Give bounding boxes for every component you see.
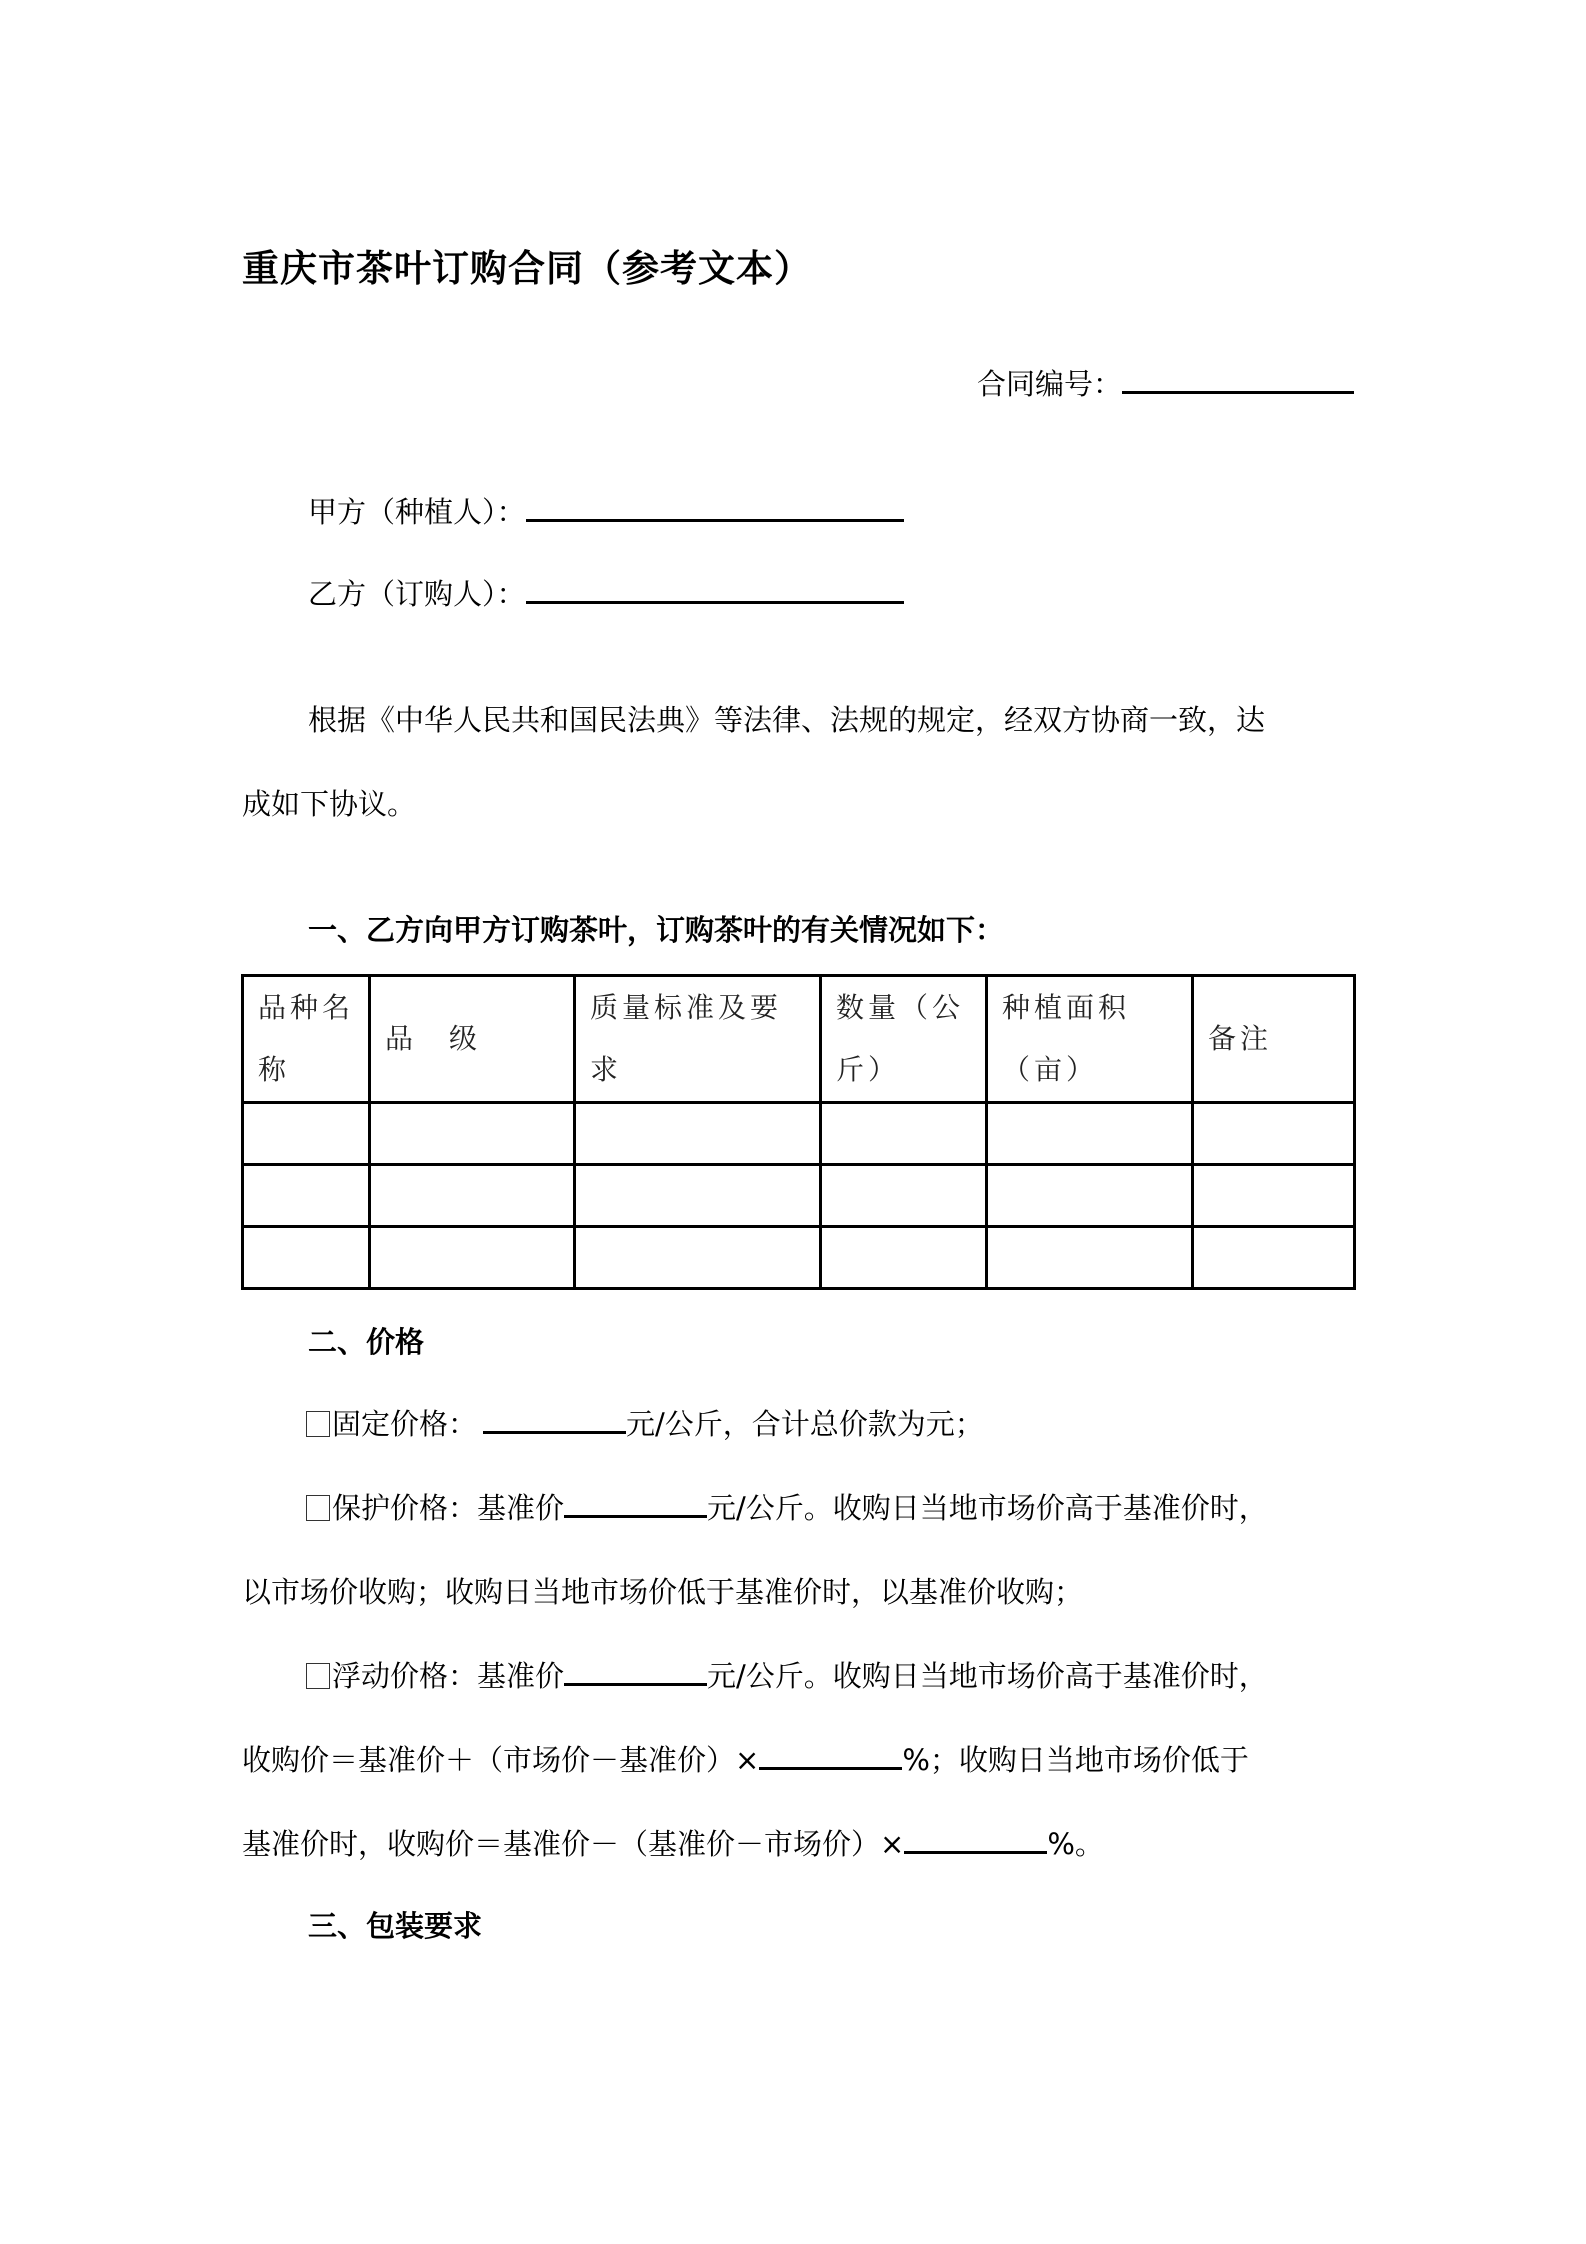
party-b-blank[interactable] xyxy=(526,575,904,604)
table-cell[interactable] xyxy=(575,1103,821,1165)
intro-line-1: 根据《中华人民共和国民法典》等法律、法规的规定，经双方协商一致，达 xyxy=(308,703,1266,737)
float-price-option xyxy=(306,1654,1268,1695)
table-cell[interactable] xyxy=(370,1227,575,1289)
protect-price-label: 保护价格：基准价 xyxy=(332,1491,565,1525)
float-price-blank[interactable] xyxy=(564,1657,707,1686)
float-formula-low-post: %。 xyxy=(1047,1827,1104,1861)
protect-price-line-2: 以市场价收购；收购日当地市场价低于基准价时，以基准价收购； xyxy=(242,1575,1084,1609)
party-a-blank[interactable] xyxy=(526,493,904,522)
party-b-label: 乙方（订购人）： xyxy=(308,577,526,611)
float-formula-high-post: %；收购日当地市场价低于 xyxy=(902,1743,1249,1777)
float-formula-low: 基准价时，收购价＝基准价－（基准价－市场价）× xyxy=(242,1827,905,1861)
table-cell[interactable] xyxy=(370,1103,575,1165)
section-1-title: 一、乙方向甲方订购茶叶，订购茶叶的有关情况如下： xyxy=(308,913,1005,947)
table-cell[interactable] xyxy=(821,1227,987,1289)
party-a xyxy=(308,490,904,531)
fixed-price-label: 固定价格： xyxy=(332,1407,478,1441)
protect-price-option xyxy=(306,1486,1268,1527)
contract-number xyxy=(977,362,1354,403)
table-cell[interactable] xyxy=(575,1165,821,1227)
table-cell[interactable] xyxy=(1193,1103,1355,1165)
table-row xyxy=(243,1103,1355,1165)
contract-number-blank[interactable] xyxy=(1122,365,1354,394)
contract-number-label: 合同编号： xyxy=(976,367,1122,401)
header-variety: 品种名称 xyxy=(243,976,370,1103)
table-cell[interactable] xyxy=(1193,1165,1355,1227)
protect-price-blank[interactable] xyxy=(564,1489,707,1518)
float-price-label: 浮动价格：基准价 xyxy=(332,1659,565,1693)
section-3-title: 三、包装要求 xyxy=(308,1909,483,1943)
party-b xyxy=(308,572,904,613)
float-price-line-2 xyxy=(242,1738,1249,1779)
float-price-line1-rest: 元/公斤。收购日当地市场价高于基准价时， xyxy=(707,1659,1268,1693)
header-remarks: 备注 xyxy=(1193,976,1355,1103)
float-price-line-3 xyxy=(242,1822,1104,1863)
table-cell[interactable] xyxy=(243,1227,370,1289)
intro-line-2: 成如下协议。 xyxy=(242,787,417,821)
table-cell[interactable] xyxy=(370,1165,575,1227)
table-cell[interactable] xyxy=(575,1227,821,1289)
section-2-title: 二、价格 xyxy=(308,1325,425,1359)
table-cell[interactable] xyxy=(243,1103,370,1165)
float-price-checkbox[interactable] xyxy=(306,1663,330,1689)
table-cell[interactable] xyxy=(243,1165,370,1227)
protect-price-line1-rest: 元/公斤。收购日当地市场价高于基准价时， xyxy=(707,1491,1268,1525)
party-a-label: 甲方（种植人）： xyxy=(308,495,526,529)
header-quantity: 数量（公斤） xyxy=(821,976,987,1103)
table-cell[interactable] xyxy=(987,1165,1193,1227)
table-header-row xyxy=(243,976,1355,1103)
table-cell[interactable] xyxy=(821,1103,987,1165)
float-low-percent-blank[interactable] xyxy=(904,1825,1047,1854)
float-formula-high: 收购价＝基准价＋（市场价－基准价）× xyxy=(242,1743,760,1777)
table-cell[interactable] xyxy=(1193,1227,1355,1289)
table-row xyxy=(243,1227,1355,1289)
table-cell[interactable] xyxy=(987,1227,1193,1289)
float-high-percent-blank[interactable] xyxy=(759,1741,902,1770)
fixed-price-unit: 元/公斤，合计总价款为元； xyxy=(626,1407,984,1441)
document-title: 重庆市茶叶订购合同（参考文本） xyxy=(242,247,812,290)
header-quality: 质量标准及要求 xyxy=(575,976,821,1103)
table-cell[interactable] xyxy=(987,1103,1193,1165)
header-area: 种植面积（亩） xyxy=(987,976,1193,1103)
protect-price-checkbox[interactable] xyxy=(306,1495,330,1521)
fixed-price-checkbox[interactable] xyxy=(306,1411,330,1437)
fixed-price-option xyxy=(306,1402,984,1443)
header-grade: 品 级 xyxy=(370,976,575,1103)
table-cell[interactable] xyxy=(821,1165,987,1227)
table-row xyxy=(243,1165,1355,1227)
fixed-price-blank[interactable] xyxy=(483,1405,626,1434)
order-table xyxy=(241,974,1356,1290)
